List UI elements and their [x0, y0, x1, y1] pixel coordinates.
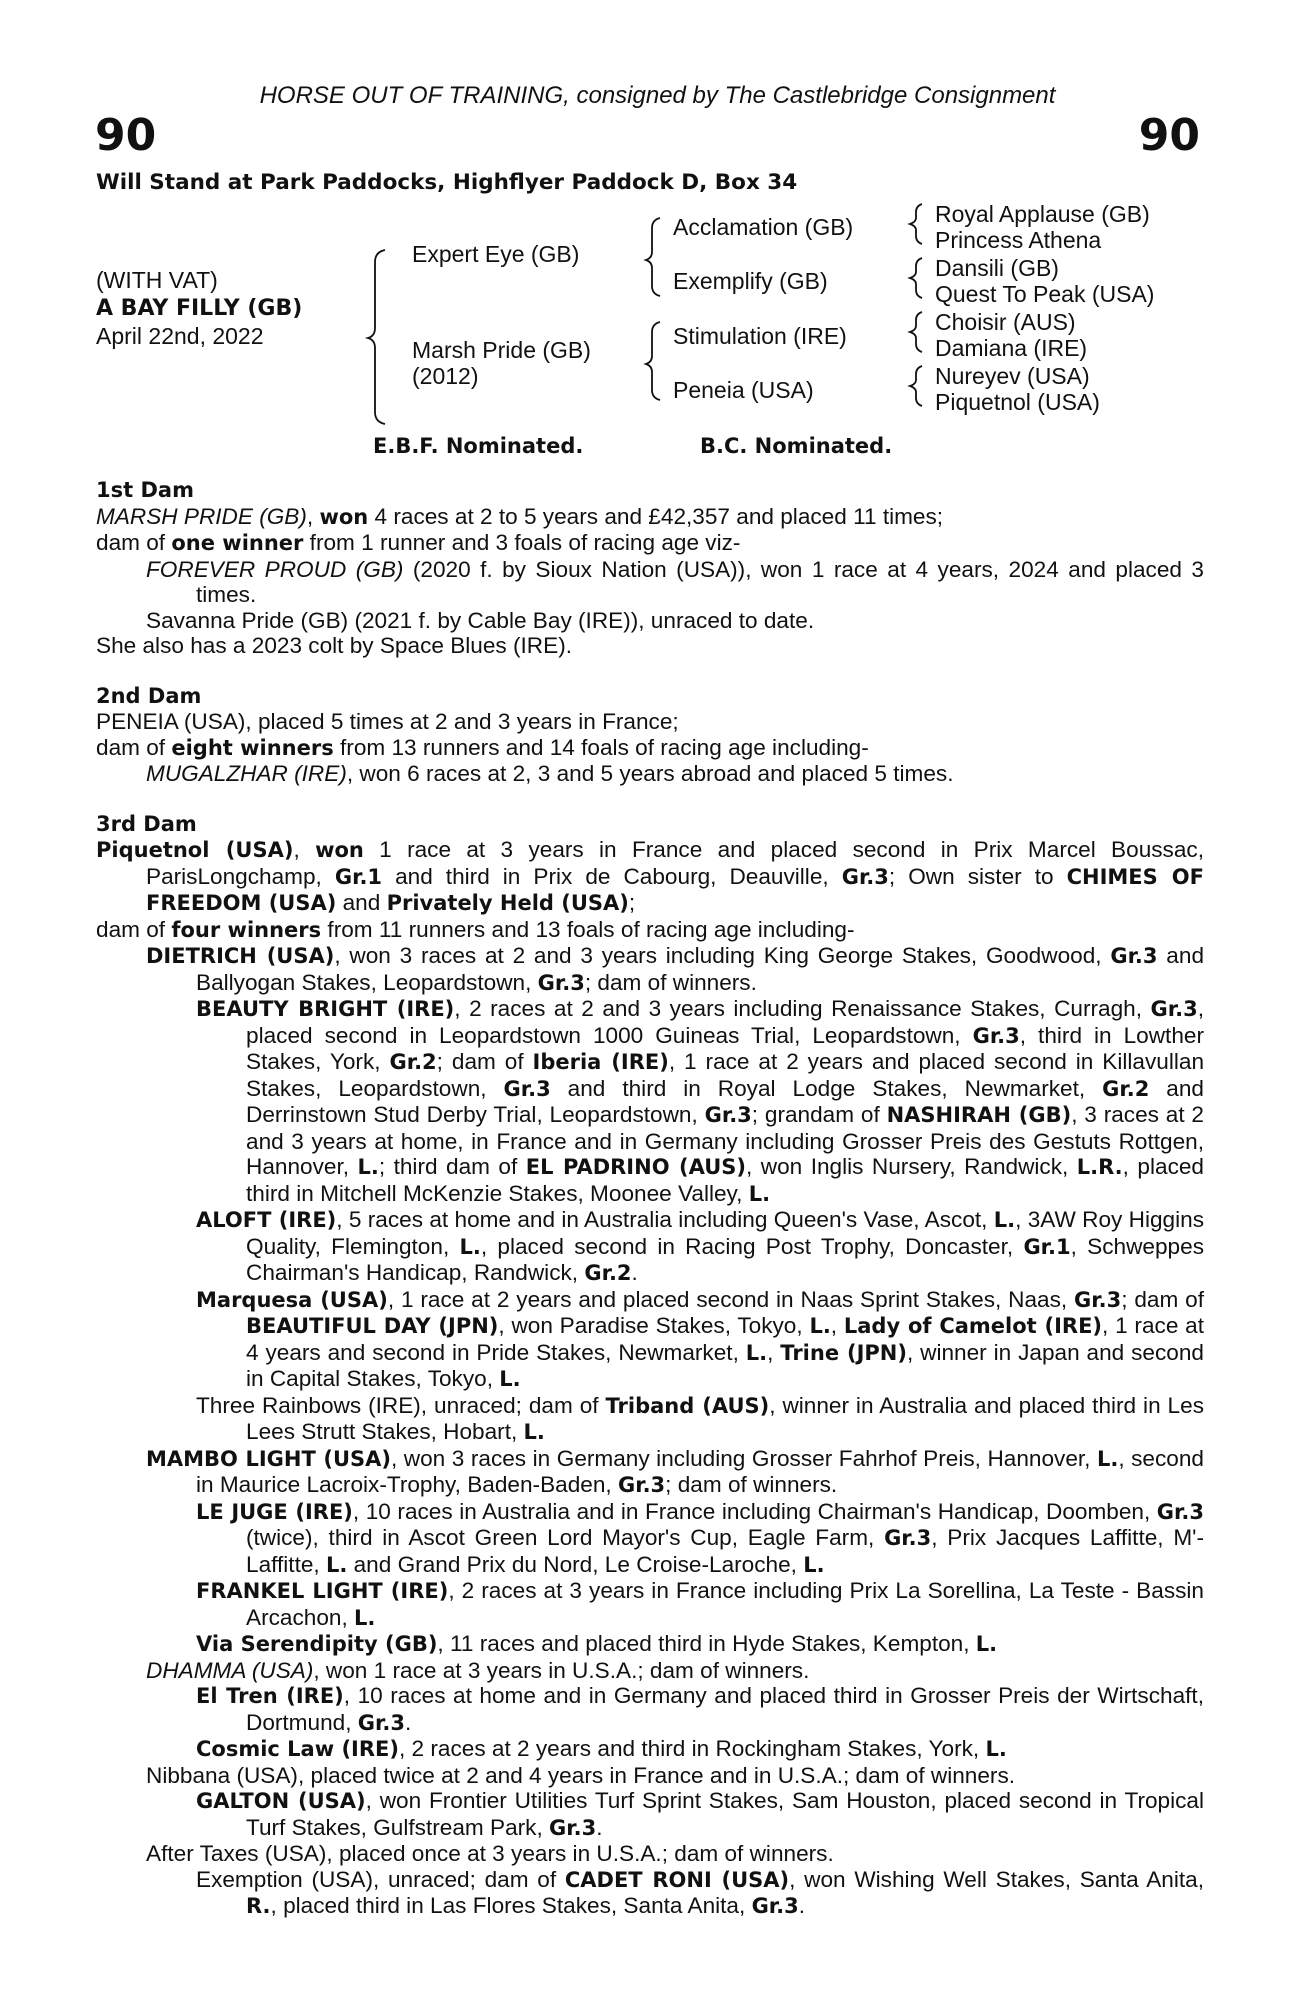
- ancestor-1: Royal Applause (GB): [935, 201, 1150, 227]
- produce-entry: ALOFT (IRE), 5 races at home and in Australia including Queen's Vase, Ascot, L., 3AW Roy Higgins Quality, Flemington, L., placed second in Racing Post Trophy, Doncaster, Gr.1, Schweppes Chairman's Handicap, Randwick, Gr.2.: [196, 1207, 1205, 1285]
- sire: Expert Eye (GB): [412, 241, 580, 267]
- produce-entry: Three Rainbows (IRE), unraced; dam of Triband (AUS), winner in Australia and placed third in Les Lees Strutt Stakes, Hobart, L.: [196, 1392, 1204, 1444]
- third-dam-heading: 3rd Dam: [96, 811, 197, 836]
- produce-entry: DIETRICH (USA), won 3 races at 2 and 3 years including King George Stakes, Goodwood, Gr.3 and Ballyogan Stakes, Leopardstown, Gr.3; dam of winners.: [146, 943, 1205, 995]
- produce-entry: Nibbana (USA), placed twice at 2 and 4 years in France and in U.S.A.; dam of winners.: [146, 1762, 1016, 1788]
- ebf-nomination: E.B.F. Nominated.: [373, 434, 584, 458]
- lot-number-right: 90: [1138, 110, 1200, 161]
- produce-entry: Savanna Pride (GB) (2021 f. by Cable Bay (IRE)), unraced to date.: [146, 607, 815, 633]
- first-dam-produce-line: dam of one winner from 1 runner and 3 foals of racing age viz-: [96, 530, 741, 555]
- catalogue-body: [96, 478, 1204, 1920]
- consignment-header: HORSE OUT OF TRAINING, consigned by The Castlebridge Consignment: [259, 82, 1056, 109]
- second-dam-produce-line: dam of eight winners from 13 runners and 14 foals of racing age including-: [96, 734, 869, 760]
- dam-dam: Peneia (USA): [673, 377, 814, 403]
- produce-entry: Exemption (USA), unraced; dam of CADET RONI (USA), won Wishing Well Stakes, Santa Anita, R., placed third in Las Flores Stakes, Santa Anita, Gr.3.: [196, 1866, 1204, 1918]
- produce-entry: MAMBO LIGHT (USA), won 3 races in Germany including Grosser Fahrhof Preis, Hannover, L., second in Maurice Lacroix-Trophy, Baden-Baden, Gr.3; dam of winners.: [146, 1445, 1204, 1497]
- dam-sire: Stimulation (IRE): [673, 323, 847, 349]
- lot-number-left: 90: [95, 110, 157, 161]
- first-dam-heading: 1st Dam: [96, 478, 194, 502]
- sire-dam: Exemplify (GB): [673, 268, 828, 294]
- ancestor-8: Piquetnol (USA): [935, 389, 1100, 415]
- produce-entry: After Taxes (USA), placed once at 3 years in U.S.A.; dam of winners.: [146, 1841, 834, 1866]
- produce-note: She also has a 2023 colt by Space Blues (IRE).: [96, 633, 572, 658]
- pedigree-table: [0, 200, 1315, 470]
- vat-note: (WITH VAT): [96, 267, 218, 293]
- bc-nomination: B.C. Nominated.: [700, 434, 893, 458]
- produce-entry: Via Serendipity (GB), 11 races and placed third in Hyde Stakes, Kempton, L.: [196, 1631, 998, 1656]
- third-dam-line: Piquetnol (USA), won 1 race at 3 years in France and placed second in Prix Marcel Boussac, ParisLongchamp, Gr.1 and third in Prix de Cabourg, Deauville, Gr.3; Own sister to CHIMES OF FREEDOM (USA) and Privately Held (USA);: [96, 837, 1205, 915]
- third-dam-produce-line: dam of four winners from 11 runners and 13 foals of racing age including-: [96, 916, 855, 942]
- ancestor-6: Damiana (IRE): [935, 335, 1088, 361]
- ancestor-2: Princess Athena: [935, 227, 1102, 253]
- dam: Marsh Pride (GB): [412, 337, 591, 363]
- produce-entry: El Tren (IRE), 10 races at home and in Germany and placed third in Grosser Preis der Wirtschaft, Dortmund, Gr.3.: [196, 1683, 1204, 1735]
- produce-entry: BEAUTY BRIGHT (IRE), 2 races at 2 and 3 years including Renaissance Stakes, Curragh, Gr.3, placed second in Leopardstown 1000 Guineas Trial, Leopardstown, Gr.3, third in Lowther Stakes, York, Gr.2; dam of Iberia (IRE), 1 race at 2 years and placed second in Killavullan Stakes, Leopardstown, Gr.3 and third in Royal Lodge Stakes, Newmarket, Gr.2 and Derrinstown Stud Derby Trial, Leopardstown, Gr.3; grandam of NASHIRAH (GB), 3 races at 2 and 3 years at home, in France and in Germany including Grosser Preis des Gestuts Rottgen, Hannover, L.; third dam of EL PADRINO (AUS), won Inglis Nursery, Randwick, L.R., placed third in Mitchell McKenzie Stakes, Moonee Valley, L.: [196, 996, 1205, 1206]
- ancestor-7: Nureyev (USA): [935, 363, 1090, 389]
- produce-entry: GALTON (USA), won Frontier Utilities Turf Sprint Stakes, Sam Houston, placed second in Tropical Turf Stakes, Gulfstream Park, Gr.3.: [196, 1788, 1205, 1840]
- produce-entry: MUGALZHAR (IRE), won 6 races at 2, 3 and 5 years abroad and placed 5 times.: [146, 761, 954, 786]
- produce-entry: Marquesa (USA), 1 race at 2 years and placed second in Naas Sprint Stakes, Naas, Gr.3; dam of BEAUTIFUL DAY (JPN), won Paradise Stakes, Tokyo, L., Lady of Camelot (IRE), 1 race at 4 years and second in Pride Stakes, Newmarket, L., Trine (JPN), winner in Japan and second in Capital Stakes, Tokyo, L.: [196, 1286, 1204, 1391]
- produce-entry: LE JUGE (IRE), 10 races in Australia and in France including Chairman's Handicap, Doomben, Gr.3 (twice), third in Ascot Green Lord Mayor's Cup, Eagle Farm, Gr.3, Prix Jacques Laffitte, M'-Laffitte, L. and Grand Prix du Nord, Le Croise-Laroche, L.: [196, 1498, 1204, 1577]
- produce-entry: FOREVER PROUD (GB) (2020 f. by Sioux Nation (USA)), won 1 race at 4 years, 2024 and placed 3 times.: [146, 556, 1205, 607]
- ancestor-3: Dansili (GB): [935, 255, 1059, 281]
- produce-entry: Cosmic Law (IRE), 2 races at 2 years and third in Rockingham Stakes, York, L.: [196, 1736, 1007, 1761]
- ancestor-4: Quest To Peak (USA): [935, 281, 1155, 307]
- foaling-date: April 22nd, 2022: [96, 323, 264, 349]
- produce-entry: DHAMMA (USA), won 1 race at 3 years in U.S.A.; dam of winners.: [146, 1657, 810, 1683]
- second-dam-heading: 2nd Dam: [96, 683, 202, 708]
- dam-year: (2012): [412, 363, 479, 389]
- ancestor-5: Choisir (AUS): [935, 309, 1076, 335]
- first-dam-line: MARSH PRIDE (GB), won 4 races at 2 to 5 years and £42,357 and placed 11 times;: [96, 503, 944, 529]
- horse-name: A BAY FILLY (GB): [96, 296, 303, 321]
- sire-sire: Acclamation (GB): [673, 214, 854, 240]
- second-dam-line: PENEIA (USA), placed 5 times at 2 and 3 years in France;: [96, 709, 679, 734]
- stand-info: Will Stand at Park Paddocks, Highflyer Paddock D, Box 34: [96, 170, 798, 195]
- produce-entry: FRANKEL LIGHT (IRE), 2 races at 3 years in France including Prix La Sorellina, La Teste - Bassin Arcachon, L.: [196, 1578, 1204, 1630]
